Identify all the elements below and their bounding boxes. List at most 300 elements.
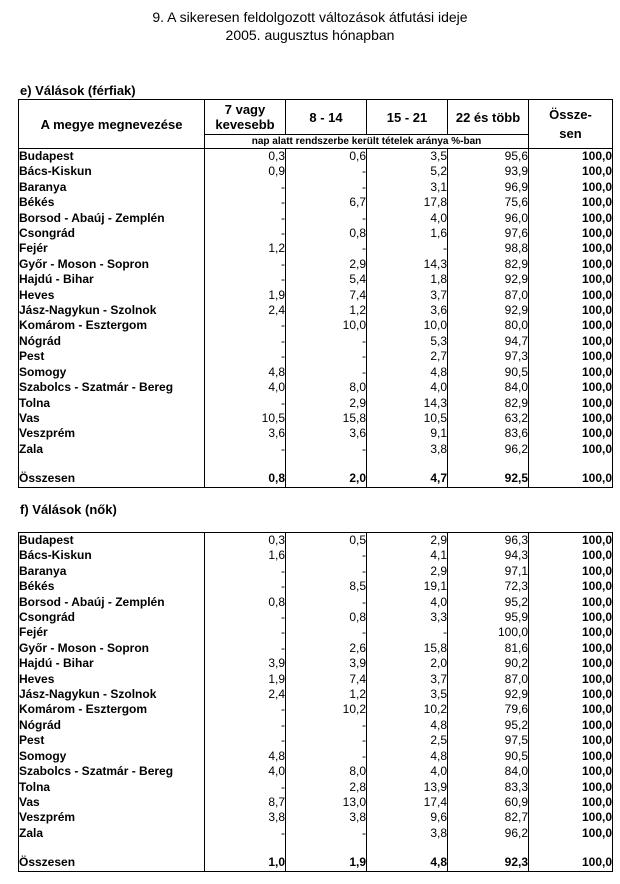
cell-value: - — [205, 226, 286, 241]
row-total: 100,0 — [529, 749, 613, 764]
cell-value: 7,4 — [286, 288, 367, 303]
cell-value: 96,2 — [448, 442, 529, 457]
cell-value: - — [205, 442, 286, 457]
cell-value: 60,9 — [448, 795, 529, 810]
cell-value: 75,6 — [448, 195, 529, 210]
county-name: Fejér — [19, 625, 205, 640]
cell-value: 4,0 — [367, 380, 448, 395]
cell-value: - — [286, 241, 367, 256]
cell-value: 2,4 — [205, 687, 286, 702]
cell-value: 0,3 — [205, 533, 286, 549]
row-total: 100,0 — [529, 396, 613, 411]
cell-value: 2,5 — [367, 733, 448, 748]
cell-value: 19,1 — [367, 579, 448, 594]
row-total: 100,0 — [529, 349, 613, 364]
cell-value: 1,6 — [205, 548, 286, 563]
cell-value: 2,7 — [367, 349, 448, 364]
cell-value: 2,9 — [286, 396, 367, 411]
county-name: Borsod - Abaúj - Zemplén — [19, 211, 205, 226]
cell-value: 2,4 — [205, 303, 286, 318]
row-total: 100,0 — [529, 180, 613, 195]
cell-value: 5,3 — [367, 334, 448, 349]
cell-value: - — [286, 718, 367, 733]
total-value: 1,9 — [286, 855, 367, 871]
cell-value: 96,9 — [448, 180, 529, 195]
table-row — [19, 349, 613, 364]
cell-value: 87,0 — [448, 672, 529, 687]
cell-value: 3,8 — [286, 810, 367, 825]
table-header — [18, 99, 613, 149]
section-title-women: f) Válások (nők) — [20, 502, 117, 517]
cell-value: 94,7 — [448, 334, 529, 349]
cell-value: 13,9 — [367, 780, 448, 795]
cell-value: 3,7 — [367, 288, 448, 303]
cell-value: - — [286, 564, 367, 579]
cell-value: 8,5 — [286, 579, 367, 594]
cell-value: - — [205, 349, 286, 364]
cell-value: - — [205, 396, 286, 411]
cell-value: - — [205, 195, 286, 210]
cell-value: 4,8 — [367, 718, 448, 733]
spacer-row — [19, 457, 613, 471]
cell-value: 10,2 — [286, 702, 367, 717]
total-row — [19, 471, 613, 487]
cell-value: 3,3 — [367, 610, 448, 625]
table-row — [19, 564, 613, 579]
cell-value: 1,9 — [205, 672, 286, 687]
cell-value: 3,5 — [367, 149, 448, 164]
row-total: 100,0 — [529, 442, 613, 457]
cell-value: 96,0 — [448, 211, 529, 226]
cell-value: - — [286, 365, 367, 380]
table-row — [19, 257, 613, 272]
header-total-line2: sen — [559, 126, 582, 141]
row-total: 100,0 — [529, 195, 613, 210]
cell-value: - — [286, 180, 367, 195]
header-7-or-less-line2: kevesebb — [215, 117, 275, 132]
cell-value: 1,8 — [367, 272, 448, 287]
county-name: Jász-Nagykun - Szolnok — [19, 687, 205, 702]
cell-value: 90,5 — [448, 365, 529, 380]
county-name: Nógrád — [19, 718, 205, 733]
total-value: 92,5 — [448, 471, 529, 487]
total-value: 100,0 — [529, 855, 613, 871]
cell-value: - — [286, 349, 367, 364]
cell-value: 81,6 — [448, 641, 529, 656]
cell-value: - — [205, 733, 286, 748]
spacer-cell — [529, 841, 613, 855]
county-name: Szabolcs - Szatmár - Bereg — [19, 764, 205, 779]
table-row — [19, 718, 613, 733]
table-row — [19, 533, 613, 549]
row-total: 100,0 — [529, 318, 613, 333]
table-row — [19, 288, 613, 303]
row-total: 100,0 — [529, 764, 613, 779]
cell-value: 0,6 — [286, 149, 367, 164]
cell-value: 92,9 — [448, 303, 529, 318]
cell-value: 17,8 — [367, 195, 448, 210]
table-row — [19, 334, 613, 349]
cell-value: 96,2 — [448, 826, 529, 841]
spacer-cell — [286, 841, 367, 855]
table-row — [19, 164, 613, 179]
cell-value: - — [205, 780, 286, 795]
cell-value: 17,4 — [367, 795, 448, 810]
cell-value: - — [286, 164, 367, 179]
cell-value: 82,7 — [448, 810, 529, 825]
county-name: Heves — [19, 672, 205, 687]
cell-value: 79,6 — [448, 702, 529, 717]
cell-value: 98,8 — [448, 241, 529, 256]
cell-value: - — [205, 257, 286, 272]
county-name: Fejér — [19, 241, 205, 256]
row-total: 100,0 — [529, 641, 613, 656]
cell-value: 8,0 — [286, 764, 367, 779]
cell-value: 5,2 — [367, 164, 448, 179]
county-name: Bács-Kiskun — [19, 164, 205, 179]
row-total: 100,0 — [529, 288, 613, 303]
cell-value: 3,9 — [205, 656, 286, 671]
header-15-21: 15 - 21 — [367, 100, 448, 135]
table-row — [19, 272, 613, 287]
cell-value: 1,6 — [367, 226, 448, 241]
cell-value: 15,8 — [367, 641, 448, 656]
cell-value: - — [205, 579, 286, 594]
table-row — [19, 641, 613, 656]
row-total: 100,0 — [529, 718, 613, 733]
row-total: 100,0 — [529, 610, 613, 625]
county-name: Békés — [19, 195, 205, 210]
cell-value: 3,8 — [367, 442, 448, 457]
table-row — [19, 380, 613, 395]
county-name: Jász-Nagykun - Szolnok — [19, 303, 205, 318]
table-row — [19, 426, 613, 441]
county-name: Zala — [19, 826, 205, 841]
cell-value: - — [286, 595, 367, 610]
row-total: 100,0 — [529, 211, 613, 226]
cell-value: 2,9 — [367, 564, 448, 579]
header-8-14: 8 - 14 — [286, 100, 367, 135]
table-row — [19, 826, 613, 841]
county-name: Szabolcs - Szatmár - Bereg — [19, 380, 205, 395]
cell-value: - — [205, 334, 286, 349]
cell-value: 1,9 — [205, 288, 286, 303]
cell-value: 3,5 — [367, 687, 448, 702]
row-total: 100,0 — [529, 241, 613, 256]
county-name: Budapest — [19, 533, 205, 549]
cell-value: 82,9 — [448, 257, 529, 272]
table-row — [19, 365, 613, 380]
cell-value: 15,8 — [286, 411, 367, 426]
cell-value: - — [205, 826, 286, 841]
cell-value: 10,5 — [367, 411, 448, 426]
county-name: Tolna — [19, 396, 205, 411]
cell-value: - — [286, 749, 367, 764]
cell-value: 97,5 — [448, 733, 529, 748]
cell-value: - — [286, 826, 367, 841]
cell-value: - — [286, 334, 367, 349]
cell-value: 10,0 — [286, 318, 367, 333]
table-row — [19, 687, 613, 702]
county-name: Vas — [19, 795, 205, 810]
cell-value: 72,3 — [448, 579, 529, 594]
row-total: 100,0 — [529, 595, 613, 610]
row-total: 100,0 — [529, 380, 613, 395]
section-title-men: e) Válások (férfiak) — [20, 83, 136, 98]
row-total: 100,0 — [529, 226, 613, 241]
cell-value: 97,6 — [448, 226, 529, 241]
cell-value: 8,7 — [205, 795, 286, 810]
county-name: Hajdú - Bihar — [19, 656, 205, 671]
spacer-cell — [529, 457, 613, 471]
county-name: Baranya — [19, 564, 205, 579]
total-row — [19, 855, 613, 871]
table-row — [19, 180, 613, 195]
cell-value: 3,8 — [205, 810, 286, 825]
cell-value: 97,3 — [448, 349, 529, 364]
spacer-cell — [205, 841, 286, 855]
county-name: Hajdú - Bihar — [19, 272, 205, 287]
cell-value: 97,1 — [448, 564, 529, 579]
report-period: 2005. augusztus hónapban — [225, 27, 395, 43]
row-total: 100,0 — [529, 426, 613, 441]
county-name: Somogy — [19, 365, 205, 380]
cell-value: - — [286, 211, 367, 226]
spacer-cell — [286, 457, 367, 471]
county-name: Budapest — [19, 149, 205, 164]
cell-value: 84,0 — [448, 380, 529, 395]
cell-value: 2,8 — [286, 780, 367, 795]
table-row — [19, 610, 613, 625]
county-name: Veszprém — [19, 426, 205, 441]
total-value: 2,0 — [286, 471, 367, 487]
row-total: 100,0 — [529, 411, 613, 426]
total-value: 4,7 — [367, 471, 448, 487]
cell-value: 10,2 — [367, 702, 448, 717]
cell-value: 10,5 — [205, 411, 286, 426]
row-total: 100,0 — [529, 625, 613, 640]
header-total-line1: Össze- — [549, 107, 592, 122]
header-total — [529, 100, 613, 149]
cell-value: 92,9 — [448, 687, 529, 702]
spacer-cell — [367, 457, 448, 471]
row-total: 100,0 — [529, 579, 613, 594]
cell-value: 0,8 — [286, 226, 367, 241]
cell-value: 3,8 — [367, 826, 448, 841]
cell-value: 6,7 — [286, 195, 367, 210]
cell-value: 1,2 — [205, 241, 286, 256]
cell-value: - — [286, 733, 367, 748]
cell-value: 1,2 — [286, 303, 367, 318]
cell-value: 3,6 — [286, 426, 367, 441]
cell-value: 5,4 — [286, 272, 367, 287]
table-men — [18, 149, 613, 488]
total-value: 4,8 — [367, 855, 448, 871]
cell-value: - — [205, 625, 286, 640]
table-row — [19, 733, 613, 748]
row-total: 100,0 — [529, 795, 613, 810]
spacer-cell — [205, 457, 286, 471]
county-name: Somogy — [19, 749, 205, 764]
cell-value: 83,3 — [448, 780, 529, 795]
table-row — [19, 226, 613, 241]
cell-value: - — [205, 318, 286, 333]
cell-value: 0,3 — [205, 149, 286, 164]
county-name: Zala — [19, 442, 205, 457]
cell-value: 93,9 — [448, 164, 529, 179]
cell-value: 84,0 — [448, 764, 529, 779]
row-total: 100,0 — [529, 272, 613, 287]
cell-value: 4,8 — [367, 749, 448, 764]
table-row — [19, 702, 613, 717]
county-name: Veszprém — [19, 810, 205, 825]
spacer-cell — [448, 457, 529, 471]
cell-value: 92,9 — [448, 272, 529, 287]
cell-value: 7,4 — [286, 672, 367, 687]
header-county: A megye megnevezése — [19, 100, 205, 149]
spacer-cell — [448, 841, 529, 855]
county-name: Pest — [19, 733, 205, 748]
cell-value: - — [205, 564, 286, 579]
county-name: Komárom - Esztergom — [19, 702, 205, 717]
cell-value: 0,9 — [205, 164, 286, 179]
cell-value: 100,0 — [448, 625, 529, 640]
row-total: 100,0 — [529, 533, 613, 549]
table-row — [19, 211, 613, 226]
cell-value: 4,8 — [205, 749, 286, 764]
county-name: Nógrád — [19, 334, 205, 349]
county-name: Tolna — [19, 780, 205, 795]
cell-value: 3,6 — [205, 426, 286, 441]
spacer-cell — [19, 841, 205, 855]
table-row — [19, 656, 613, 671]
table-row — [19, 411, 613, 426]
spacer-row — [19, 841, 613, 855]
table-row — [19, 749, 613, 764]
table-row — [19, 595, 613, 610]
county-name: Baranya — [19, 180, 205, 195]
cell-value: 14,3 — [367, 257, 448, 272]
cell-value: 3,9 — [286, 656, 367, 671]
row-total: 100,0 — [529, 702, 613, 717]
cell-value: 0,5 — [286, 533, 367, 549]
cell-value: 8,0 — [286, 380, 367, 395]
cell-value: 63,2 — [448, 411, 529, 426]
table-women — [18, 532, 613, 872]
cell-value: 13,0 — [286, 795, 367, 810]
cell-value: 90,2 — [448, 656, 529, 671]
total-value: 1,0 — [205, 855, 286, 871]
row-total: 100,0 — [529, 334, 613, 349]
table-row — [19, 195, 613, 210]
row-total: 100,0 — [529, 257, 613, 272]
cell-value: 83,6 — [448, 426, 529, 441]
table-row — [19, 548, 613, 563]
cell-value: - — [205, 272, 286, 287]
row-total: 100,0 — [529, 826, 613, 841]
cell-value: 4,0 — [205, 764, 286, 779]
row-total: 100,0 — [529, 780, 613, 795]
table-row — [19, 795, 613, 810]
cell-value: - — [205, 641, 286, 656]
cell-value: 4,0 — [367, 211, 448, 226]
header-7-or-less — [205, 100, 286, 135]
cell-value: - — [205, 718, 286, 733]
cell-value: 2,0 — [367, 656, 448, 671]
county-name: Borsod - Abaúj - Zemplén — [19, 595, 205, 610]
county-name: Csongrád — [19, 226, 205, 241]
cell-value: - — [367, 625, 448, 640]
cell-value: 94,3 — [448, 548, 529, 563]
county-name: Győr - Moson - Sopron — [19, 257, 205, 272]
cell-value: - — [205, 610, 286, 625]
cell-value: 14,3 — [367, 396, 448, 411]
cell-value: 82,9 — [448, 396, 529, 411]
row-total: 100,0 — [529, 733, 613, 748]
cell-value: 3,7 — [367, 672, 448, 687]
county-name: Győr - Moson - Sopron — [19, 641, 205, 656]
table-row — [19, 442, 613, 457]
cell-value: 95,9 — [448, 610, 529, 625]
cell-value: 4,0 — [367, 595, 448, 610]
cell-value: 3,1 — [367, 180, 448, 195]
cell-value: - — [205, 180, 286, 195]
county-name: Bács-Kiskun — [19, 548, 205, 563]
cell-value: 87,0 — [448, 288, 529, 303]
table-row — [19, 625, 613, 640]
header-subtitle: nap alatt rendszerbe került tételek aránya %-ban — [205, 135, 529, 149]
cell-value: 10,0 — [367, 318, 448, 333]
cell-value: - — [367, 241, 448, 256]
cell-value: - — [286, 625, 367, 640]
table-row — [19, 241, 613, 256]
cell-value: 80,0 — [448, 318, 529, 333]
row-total: 100,0 — [529, 548, 613, 563]
report-title: 9. A sikeresen feldolgozott változások átfutási ideje — [152, 9, 468, 25]
cell-value: 0,8 — [205, 595, 286, 610]
cell-value: 9,6 — [367, 810, 448, 825]
cell-value: 0,8 — [286, 610, 367, 625]
total-value: 100,0 — [529, 471, 613, 487]
total-label: Összesen — [19, 471, 205, 487]
cell-value: 2,9 — [286, 257, 367, 272]
cell-value: 95,6 — [448, 149, 529, 164]
cell-value: - — [205, 211, 286, 226]
cell-value: 90,5 — [448, 749, 529, 764]
total-value: 0,8 — [205, 471, 286, 487]
cell-value: 1,2 — [286, 687, 367, 702]
cell-value: 4,0 — [205, 380, 286, 395]
table-row — [19, 303, 613, 318]
cell-value: - — [205, 702, 286, 717]
cell-value: - — [286, 442, 367, 457]
row-total: 100,0 — [529, 672, 613, 687]
county-name: Békés — [19, 579, 205, 594]
table-row — [19, 318, 613, 333]
cell-value: 4,0 — [367, 764, 448, 779]
cell-value: 2,9 — [367, 533, 448, 549]
row-total: 100,0 — [529, 303, 613, 318]
total-value: 92,3 — [448, 855, 529, 871]
header-22-plus: 22 és több — [448, 100, 529, 135]
table-row — [19, 396, 613, 411]
header-7-or-less-line1: 7 vagy — [224, 102, 266, 117]
row-total: 100,0 — [529, 564, 613, 579]
cell-value: 95,2 — [448, 595, 529, 610]
row-total: 100,0 — [529, 164, 613, 179]
row-total: 100,0 — [529, 365, 613, 380]
cell-value: - — [286, 548, 367, 563]
